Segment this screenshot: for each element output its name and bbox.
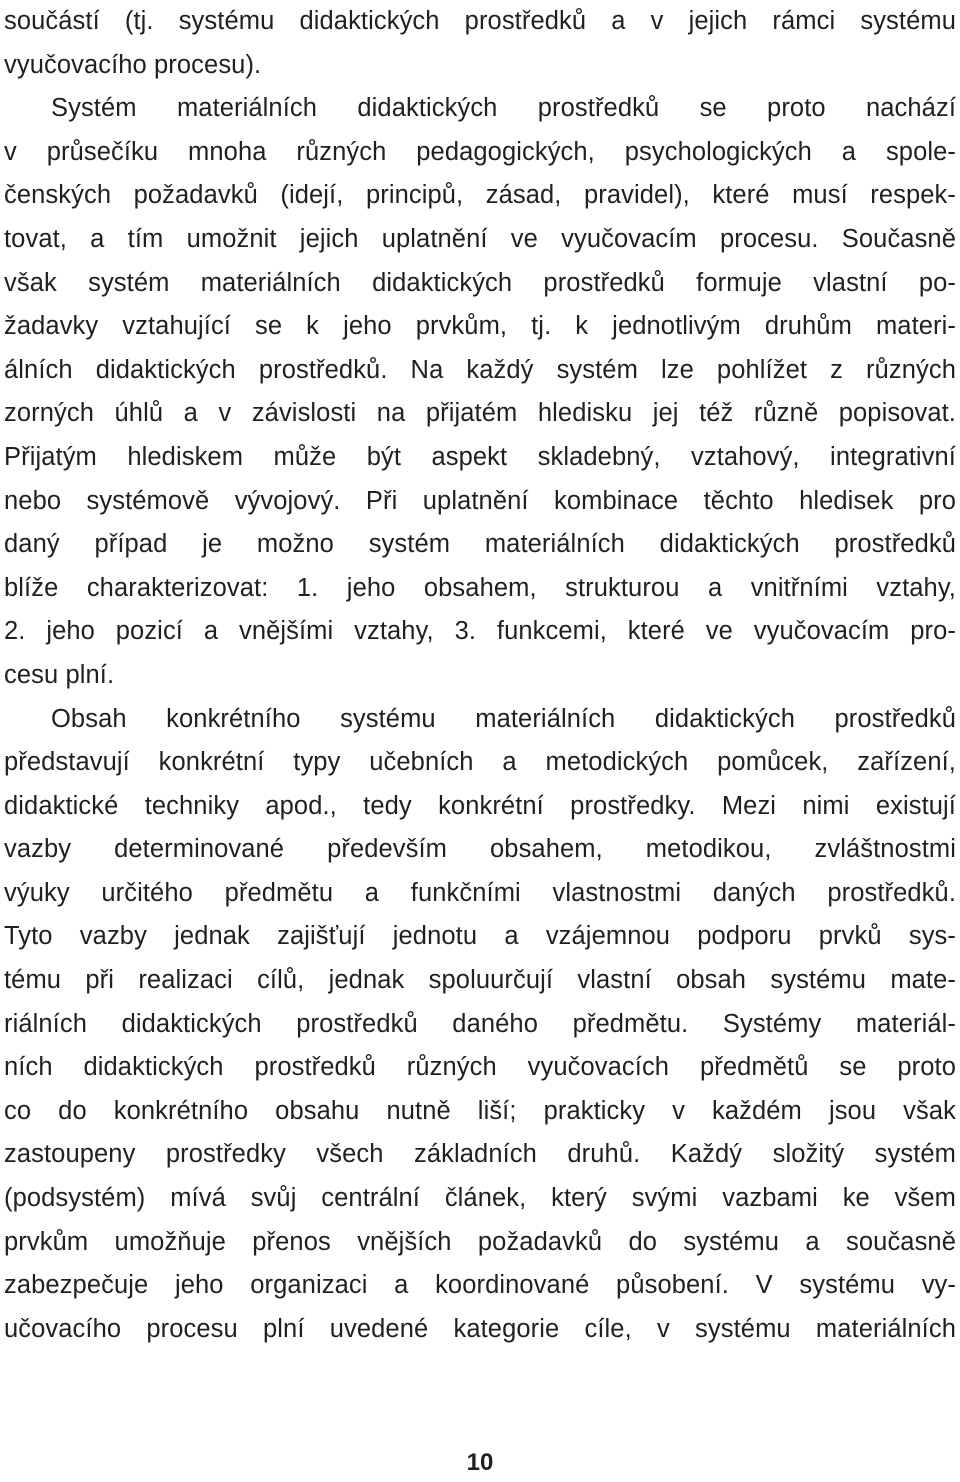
text-line: výuky určitého předmětu a funkčními vlastnostmi daných prostředků.: [4, 878, 956, 907]
text-line: tovat, a tím umožnit jejich uplatnění ve vyučovacím procesu. Současně: [4, 224, 956, 253]
text-line: cesu plní.: [4, 660, 115, 689]
text-line: žadavky vztahující se k jeho prvkům, tj. k jednotlivým druhům materi-: [4, 312, 956, 341]
text-line: v průsečíku mnoha různých pedagogických, psychologických a spole-: [4, 137, 956, 166]
text-line: zabezpečuje jeho organizaci a koordinované působení. V systému vy-: [4, 1271, 956, 1300]
text-line: didaktické techniky apod., tedy konkrétní prostředky. Mezi nimi existují: [4, 791, 956, 820]
text-line: čenských požadavků (idejí, principů, zásad, pravidel), které musí respek-: [4, 181, 956, 210]
text-line: álních didaktických prostředků. Na každý systém lze pohlížet z různých: [4, 355, 956, 384]
text-line: vyučovacího procesu).: [4, 50, 262, 79]
text-line: prvkům umožňuje přenos vnějších požadavků do systému a současně: [4, 1227, 956, 1256]
text-line: tému při realizaci cílů, jednak spoluurčují vlastní obsah systému mate-: [4, 966, 956, 995]
text-line: však systém materiálních didaktických prostředků formuje vlastní po-: [4, 268, 956, 297]
text-line: riálních didaktických prostředků daného předmětu. Systémy materiál-: [4, 1009, 956, 1038]
text-line: Přijatým hlediskem může být aspekt skladebný, vztahový, integrativní: [4, 442, 956, 471]
text-line: ních didaktických prostředků různých vyučovacích předmětů se proto: [4, 1053, 956, 1082]
body-text: [4, 0, 956, 1351]
text-line: Obsah konkrétního systému materiálních didaktických prostředků: [51, 704, 956, 733]
text-line: představují konkrétní typy učebních a metodických pomůcek, zařízení,: [4, 748, 956, 777]
text-line: učovacího procesu plní uvedené kategorie cíle, v systému materiálních: [4, 1314, 956, 1343]
text-line: vazby determinované především obsahem, metodikou, zvláštnostmi: [4, 835, 956, 864]
text-line: zastoupeny prostředky všech základních druhů. Každý složitý systém: [4, 1140, 956, 1169]
text-line: blíže charakterizovat: 1. jeho obsahem, strukturou a vnitřními vztahy,: [4, 573, 956, 602]
text-line: 2. jeho pozicí a vnějšími vztahy, 3. funkcemi, které ve vyučovacím pro-: [4, 617, 956, 646]
text-line: co do konkrétního obsahu nutně liší; prakticky v každém jsou však: [4, 1096, 956, 1125]
text-line: součástí (tj. systému didaktických prostředků a v jejich rámci systému: [4, 7, 956, 35]
text-line: (podsystém) mívá svůj centrální článek, který svými vazbami ke všem: [4, 1184, 956, 1213]
text-line: daný případ je možno systém materiálních didaktických prostředků: [4, 530, 956, 559]
page-number: 10: [466, 1449, 494, 1476]
text-line: Tyto vazby jednak zajišťují jednotu a vzájemnou podporu prvků sys-: [4, 922, 956, 951]
text-line: Systém materiálních didaktických prostředků se proto nachází: [51, 94, 956, 123]
text-line: nebo systémově vývojový. Při uplatnění kombinace těchto hledisek pro: [4, 486, 956, 515]
text-line: zorných úhlů a v závislosti na přijatém hledisku jej též různě popisovat.: [4, 399, 956, 428]
